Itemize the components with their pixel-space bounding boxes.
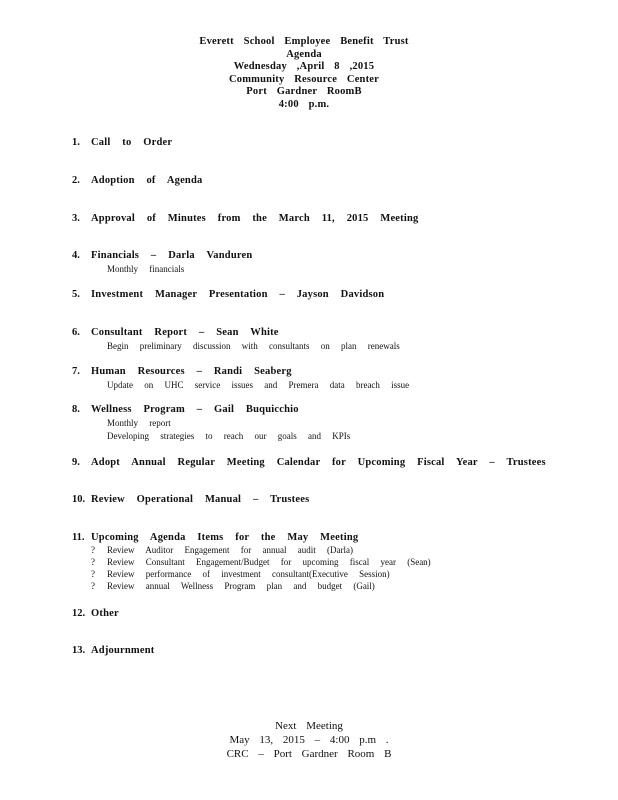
item-title: Adoption of Agenda (91, 175, 203, 186)
item-title: Investment Manager Presentation – Jayson Davidson (91, 289, 385, 300)
meeting-room: Port Gardner RoomB (246, 86, 362, 98)
item-number: 1. (72, 137, 80, 148)
next-meeting-date: May 13, 2015 – 4:00 p.m . (229, 734, 389, 746)
item-number: 11. (72, 532, 85, 543)
item-number: 13. (72, 645, 86, 656)
sub-item (91, 569, 390, 579)
sub-item-text: Monthly report (107, 418, 171, 428)
sub-item-text: Review annual Wellness Program plan and budget (Gail) (107, 581, 375, 591)
item-number: 3. (72, 213, 80, 224)
item-number: 7. (72, 366, 80, 377)
item-title: Call to Order (91, 137, 173, 148)
sub-item-text: Review Auditor Engagement for annual audit (Darla) (107, 545, 353, 555)
sub-item (91, 581, 375, 591)
item-number: 10. (72, 494, 86, 505)
bullet-icon: ? (91, 569, 95, 579)
document-type: Agenda (286, 48, 322, 60)
sub-item (91, 557, 431, 567)
item-number: 8. (72, 404, 80, 415)
next-meeting-location: CRC – Port Gardner Room B (226, 748, 392, 760)
item-title: Adjournment (91, 645, 155, 656)
agenda-header (0, 36, 608, 112)
meeting-time: 4:00 p.m. (278, 98, 330, 110)
sub-item (91, 380, 409, 390)
organization-name: Everett School Employee Benefit Trust (199, 36, 409, 47)
item-number: 2. (72, 175, 80, 186)
item-number: 9. (72, 457, 80, 468)
item-title: Adopt Annual Regular Meeting Calendar for Upcoming Fiscal Year – Trustees (91, 457, 546, 468)
item-number: 5. (72, 289, 80, 300)
item-number: 6. (72, 327, 80, 338)
sub-item (91, 545, 353, 555)
agenda-footer (0, 719, 618, 761)
sub-item-text: Monthly financials (107, 264, 185, 274)
item-title: Upcoming Agenda Items for the May Meeting (91, 532, 359, 543)
meeting-place: Community Resource Center (228, 73, 380, 85)
item-title: Financials – Darla Vanduren (91, 250, 253, 261)
item-number: 12. (72, 608, 86, 619)
sub-item (91, 418, 171, 428)
meeting-date: Wednesday ,April 8 ,2015 (233, 61, 375, 73)
item-title: Consultant Report – Sean White (91, 327, 279, 338)
bullet-icon: ? (91, 545, 95, 555)
item-title: Wellness Program – Gail Buquicchio (91, 404, 299, 415)
sub-item (91, 264, 184, 274)
sub-item (91, 341, 400, 351)
sub-item-text: Update on UHC service issues and Premera data breach issue (107, 380, 410, 390)
bullet-icon: ? (91, 557, 95, 567)
sub-item-text: Developing strategies to reach our goals and KPIs (107, 431, 351, 441)
item-title: Other (91, 608, 119, 619)
bullet-icon: ? (91, 581, 95, 591)
sub-item (91, 431, 350, 441)
item-number: 4. (72, 250, 80, 261)
sub-item-text: Begin preliminary discussion with consultants on plan renewals (107, 341, 400, 351)
item-title: Approval of Minutes from the March 11, 2015 Meeting (91, 213, 419, 224)
sub-item-text: Review Consultant Engagement/Budget for upcoming fiscal year (Sean) (107, 557, 431, 567)
next-meeting-label: Next Meeting (275, 720, 343, 732)
sub-item-text: Review performance of investment consultant(Executive Session) (107, 569, 390, 579)
item-title: Review Operational Manual – Trustees (91, 494, 310, 505)
item-title: Human Resources – Randi Seaberg (91, 366, 292, 377)
